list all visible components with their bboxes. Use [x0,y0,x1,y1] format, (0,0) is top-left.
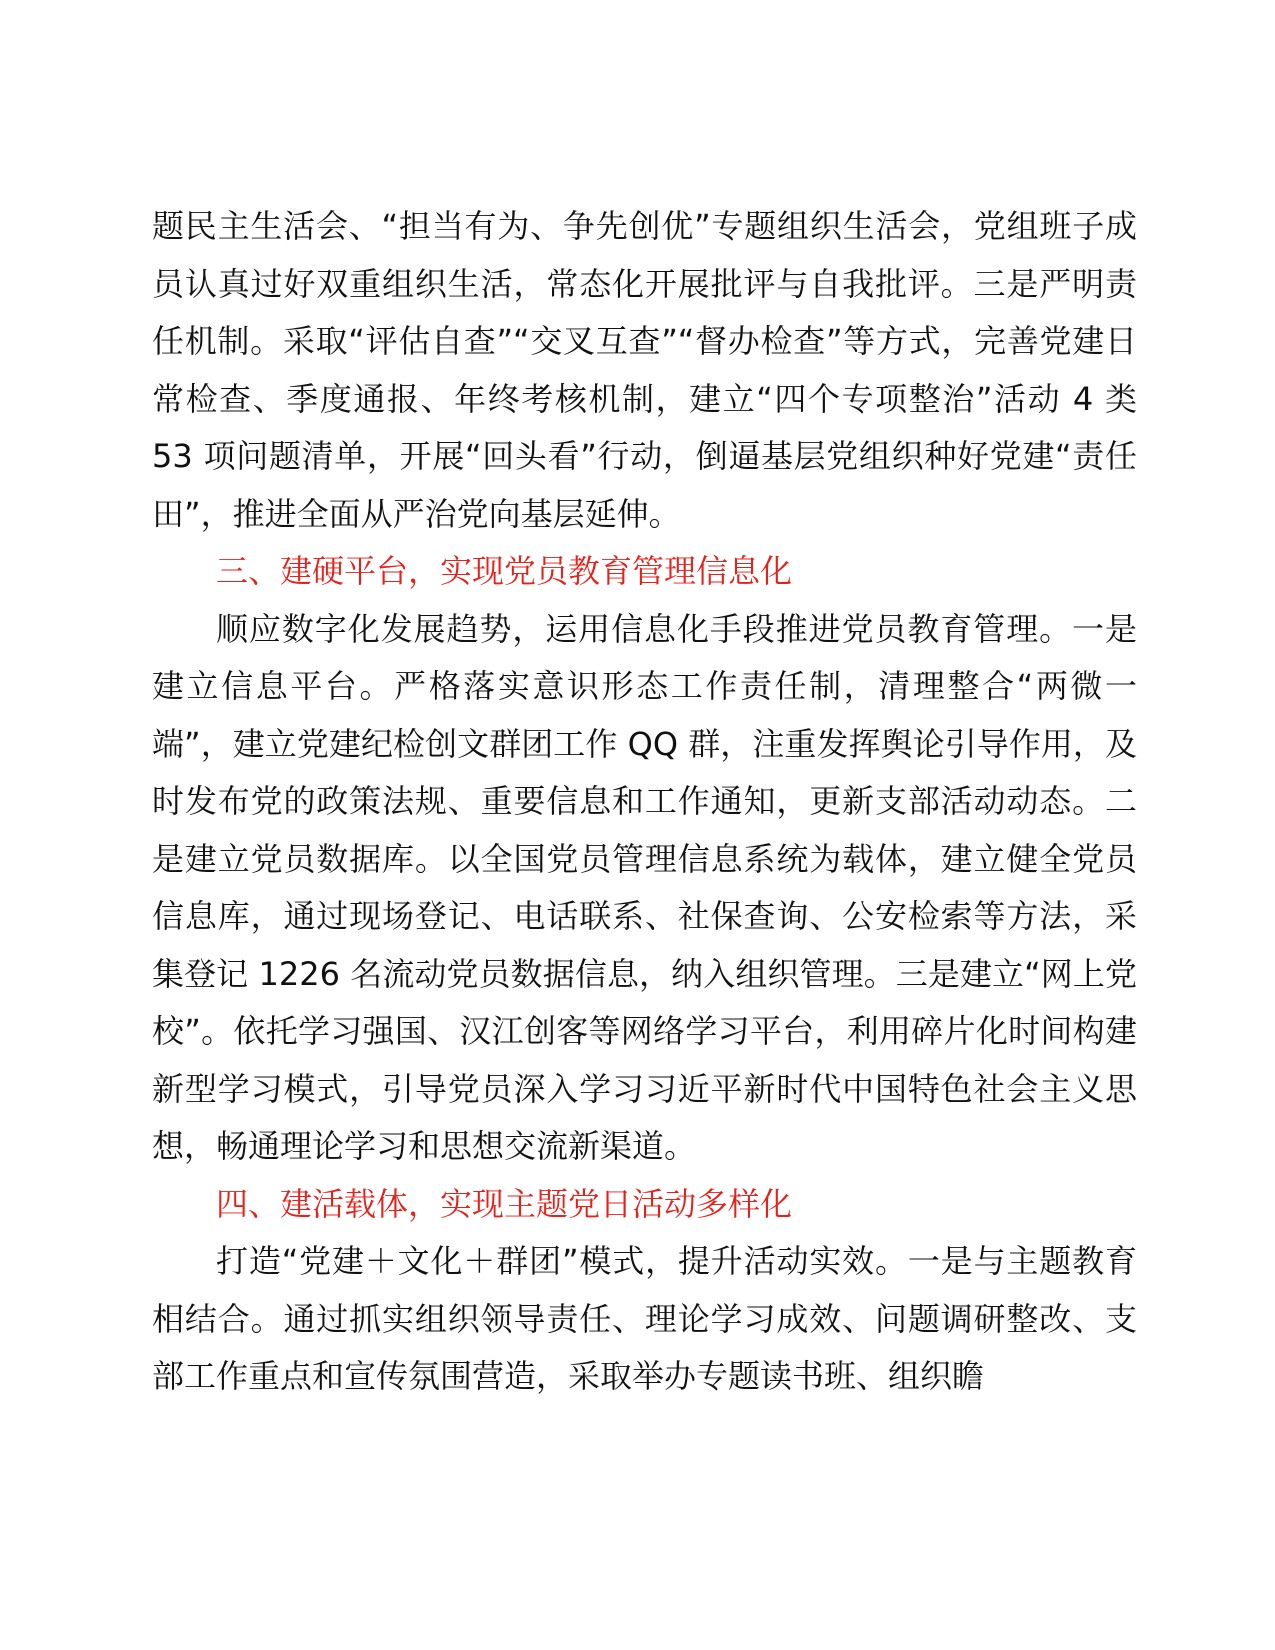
paragraph-section-4: 打造“党建＋文化＋群团”模式，提升活动实效。一是与主题教育相结合。通过抓实组织领导责任、理论学习成效、问题调研整改、支部工作重点和宣传氛围营造，采取举办专题读书班、组织瞻 [152,1242,1137,1395]
paragraph-continued: 题民主生活会、“担当有为、争先创优”专题组织生活会，党组班子成员认真过好双重组织生活，常态化开展批评与自我批评。三是严明责任机制。采取“评估自查”“交叉互查”“督办检查”等方式，完善党建日常检查、季度通报、年终考核机制，建立“四个专项整治”活动 4 类 53 项问题清单，开展“回头看”行动，倒逼基层党组织种好党建“责任田”，推进全面从严治党向基层延伸。 [152,207,1137,533]
paragraph-section-3: 顺应数字化发展趋势，运用信息化手段推进党员教育管理。一是建立信息平台。严格落实意识形态工作责任制，清理整合“两微一端”，建立党建纪检创文群团工作 QQ 群，注重发挥舆论引导作用，及时发布党的政策法规、重要信息和工作通知，更新支部活动动态。二是建立党员数据库。以全国党员管理信息系统为载体，建立健全党员信息库，通过现场登记、电话联系、社保查询、公安检索等方法，采集登记 1226 名流动党员数据信息，纳入组织管理。三是建立“网上党校”。依托学习强国、汉江创客等网络学习平台，利用碎片化时间构建新型学习模式，引导党员深入学习习近平新时代中国特色社会主义思想，畅通理论学习和思想交流新渠道。 [152,609,1137,1165]
section-heading-4: 四、建活载体，实现主题党日活动多样化 [216,1184,793,1223]
section-heading-3: 三、建硬平台，实现党员教育管理信息化 [216,552,793,590]
document-body [152,198,1137,1406]
